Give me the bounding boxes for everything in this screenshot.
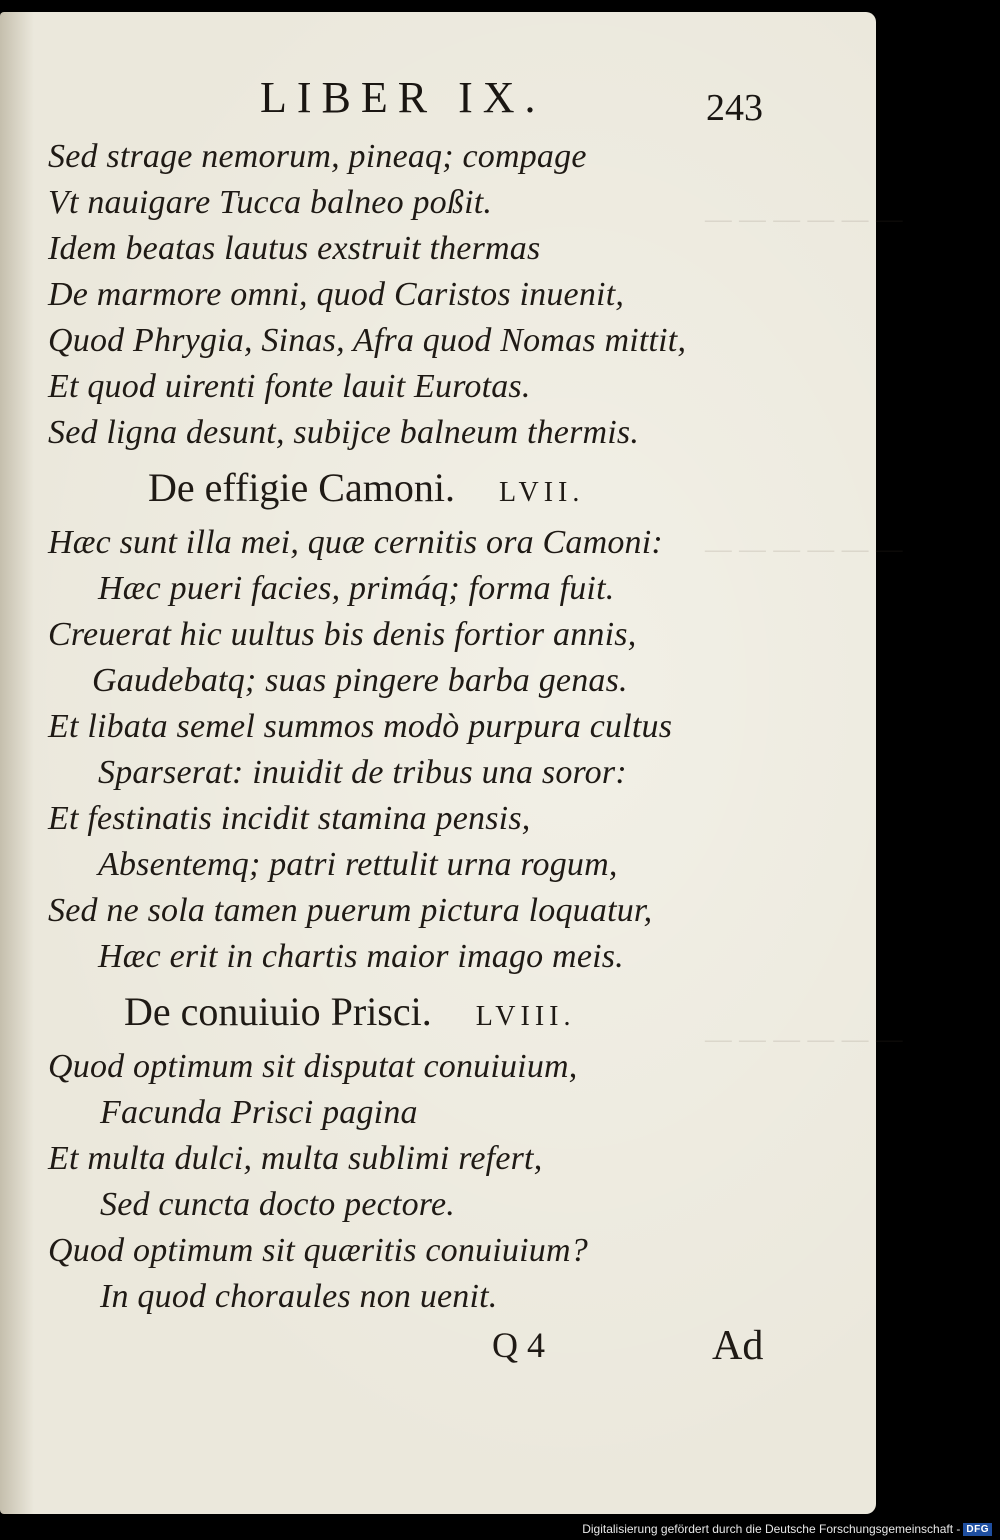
- verse-line: Sparserat: inuidit de tribus una soror:: [98, 754, 627, 791]
- poem-title-text: De effigie Camoni.: [148, 465, 455, 510]
- verse-line: In quod choraules non uenit.: [100, 1278, 498, 1315]
- verse-line: Et libata semel summos modò purpura cultus: [48, 708, 673, 745]
- running-title: LIBER IX.: [260, 73, 546, 122]
- show-through-text: — — — — — —: [705, 1022, 903, 1055]
- page-number: 243: [706, 87, 763, 129]
- verse-line: Quod optimum sit quæritis conuiuium?: [48, 1232, 588, 1269]
- show-through-text: — — — — — —: [705, 532, 903, 565]
- verse-line: Et quod uirenti fonte lauit Eurotas.: [48, 368, 531, 405]
- verse-line: Idem beatas lautus exstruit thermas: [48, 230, 541, 267]
- verse-line: Et festinatis incidit stamina pensis,: [48, 800, 531, 837]
- book-page: [0, 12, 903, 1514]
- verse-line: Quod optimum sit disputat conuiuium,: [48, 1048, 578, 1085]
- poem-title-text: De conuiuio Prisci.: [124, 989, 432, 1034]
- verse-line: Sed ligna desunt, subijce balneum thermis.: [48, 414, 640, 451]
- poem-number: LVII.: [498, 477, 585, 508]
- verse-line: Sed ne sola tamen puerum pictura loquatur,: [48, 892, 653, 929]
- verse-line: Sed strage nemorum, pineaq; compage: [48, 138, 587, 175]
- verse-line: Hæc sunt illa mei, quæ cernitis ora Camoni:: [48, 524, 663, 561]
- verse-line: Absentemq; patri rettulit urna rogum,: [98, 846, 618, 883]
- catchword: Ad: [712, 1323, 764, 1369]
- verse-line: Et multa dulci, multa sublimi refert,: [48, 1140, 543, 1177]
- signature-mark: Q 4: [492, 1325, 545, 1365]
- dfg-logo: DFG: [963, 1523, 992, 1536]
- show-through-text: — — — — — —: [705, 202, 903, 235]
- verse-line: Creuerat hic uultus bis denis fortior annis,: [48, 616, 637, 653]
- verse-line: Vt nauigare Tucca balneo poßit.: [48, 184, 493, 221]
- verse-line: Facunda Prisci pagina: [100, 1094, 418, 1131]
- verse-line: Gaudebatq; suas pingere barba genas.: [92, 662, 628, 699]
- verse-line: Sed cuncta docto pectore.: [100, 1186, 455, 1223]
- digitization-credit: [582, 1522, 992, 1536]
- verse-line: Hæc erit in chartis maior imago meis.: [98, 938, 624, 975]
- poem-title: [124, 988, 575, 1035]
- poem-title: [148, 464, 584, 511]
- credit-text: Digitalisierung gefördert durch die Deutsche Forschungsgemeinschaft -: [582, 1522, 961, 1536]
- verse-line: Hæc pueri facies, primáq; forma fuit.: [98, 570, 615, 607]
- verse-line: De marmore omni, quod Caristos inuenit,: [48, 276, 625, 313]
- poem-number: LVIII.: [475, 1001, 576, 1032]
- verse-line: Quod Phrygia, Sinas, Afra quod Nomas mittit,: [48, 322, 687, 359]
